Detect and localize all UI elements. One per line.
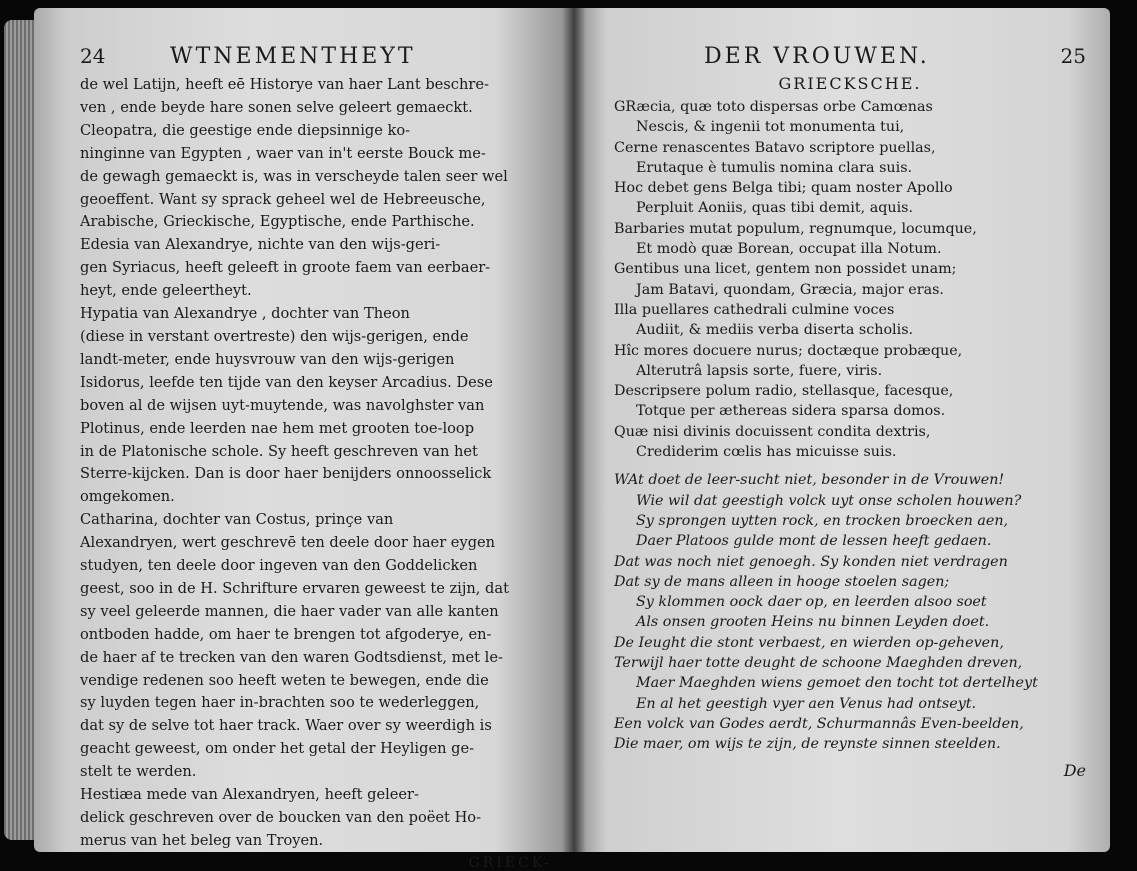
left-catchword: GRIECK- — [468, 854, 552, 871]
text-line: Alexandryen, wert geschrevē ten deele door haer eygen — [80, 534, 496, 552]
text-line: sy veel geleerde mannen, die haer vader van alle kanten — [80, 602, 499, 620]
right-page-number: 25 — [1060, 44, 1086, 68]
text-line: omgekomen. — [80, 488, 175, 506]
verse-line: Et modò quæ Borean, occupat illa Notum. — [636, 241, 942, 258]
verse-line: Crediderim cœlis has micuisse suis. — [636, 444, 897, 461]
right-running-title: DER VROUWEN. — [704, 44, 930, 69]
verse-line: De Ieught die stont verbaest, en wierden op-geheven, — [614, 634, 1004, 651]
text-line: merus van het beleg van Troyen. — [80, 831, 324, 849]
verse-line: Erutaque è tumulis nomina clara suis. — [636, 159, 913, 176]
right-running-head — [614, 44, 1086, 74]
text-line: stelt te werden. — [80, 763, 197, 781]
text-line: (diese in verstant overtreste) den wijs-gerigen, ende — [80, 327, 469, 345]
book-gutter — [562, 8, 586, 852]
text-line: Arabische, Grieckische, Egyptische, ende Parthische. — [80, 213, 475, 231]
verse-line: Hîc mores docuere nurus; doctæque probæque, — [614, 342, 963, 359]
text-line: Sterre-kijcken. Dan is door haer benijders onnoosselick — [80, 465, 492, 483]
verse-line: Totque per æthereas sidera sparsa domos. — [636, 403, 946, 420]
verse-line: Dat sy de mans alleen in hooge stoelen sagen; — [614, 573, 950, 590]
stanza-gap — [614, 462, 1086, 470]
verse-line: Cerne renascentes Batavo scriptore puellas, — [614, 139, 936, 156]
text-line: Catharina, dochter van Costus, prinçe van — [80, 511, 394, 529]
verse-line: Terwijl haer totte deught de schoone Maeghden dreven, — [614, 655, 1023, 672]
text-line: dat sy de selve tot haer track. Waer over sy weerdigh is — [80, 717, 492, 735]
text-line: boven al de wijsen uyt-muytende, was navolghster van — [80, 396, 485, 414]
text-line: Hestiæa mede van Alexandryen, heeft geleer- — [80, 786, 419, 804]
text-line: ven , ende beyde hare sonen selve geleert gemaeckt. — [80, 98, 473, 116]
page-edges — [4, 20, 36, 840]
verse-line: Een volck van Godes aerdt, Schurmannâs Even-beelden, — [614, 715, 1024, 732]
verse-line: Sy sprongen uytten rock, en trocken broecken aen, — [636, 512, 1009, 529]
verse-line: Dat was noch niet genoegh. Sy konden niet verdragen — [614, 553, 1008, 570]
verse-line: Gentibus una licet, gentem non possidet unam; — [614, 261, 957, 278]
verse-line: Maer Maeghden wiens gemoet den tocht tot dertelheyt — [636, 675, 1038, 692]
verse-line: Nescis, & ingenii tot monumenta tui, — [636, 119, 905, 136]
text-line: heyt, ende geleertheyt. — [80, 282, 252, 300]
verse-line: Sy klommen oock daer op, en leerden alsoo soet — [636, 594, 987, 611]
verse-line: Barbaries mutat populum, regnumque, locumque, — [614, 220, 977, 237]
text-line: sy luyden tegen haer in-brachten soo te wederleggen, — [80, 694, 480, 712]
text-line: geoeffent. Want sy sprack geheel wel de Hebreeusche, — [80, 190, 486, 208]
section-title: GRIECKSCHE. — [778, 74, 922, 93]
text-line: ninginne van Egypten , waer van in't eerste Bouck me- — [80, 144, 486, 162]
text-line: landt-meter, ende huysvrouw van den wijs-gerigen — [80, 350, 455, 368]
left-running-title: WTNEMENTHEYT — [170, 44, 416, 69]
text-line: Plotinus, ende leerden nae hem met grooten toe-loop — [80, 419, 475, 437]
verse-line: Illa puellares cathedrali culmine voces — [614, 301, 895, 318]
text-line: Edesia van Alexandrye, nichte van den wijs-geri- — [80, 236, 441, 254]
text-line: studyen, ten deele door ingeven van den Goddelicken — [80, 557, 478, 575]
verse-line: Quæ nisi divinis docuissent condita dextris, — [614, 423, 931, 440]
left-page — [34, 8, 576, 871]
text-line: gen Syriacus, heeft geleeft in groote faem van eerbaer- — [80, 259, 491, 277]
verse-line: Perpluit Aoniis, quas tibi demit, aquis. — [636, 200, 914, 217]
left-page-number: 24 — [80, 44, 106, 68]
dutch-poem — [614, 470, 1086, 754]
text-line: Hypatia van Alexandrye , dochter van Theon — [80, 305, 410, 323]
verse-line: Daer Platoos gulde mont de lessen heeft gedaen. — [636, 533, 992, 550]
text-line: vendige redenen soo heeft weten te bewegen, ende die — [80, 671, 489, 689]
latin-poem — [614, 97, 1086, 462]
right-page — [574, 8, 1110, 852]
verse-line: En al het geestigh vyer aen Venus had ontseyt. — [636, 695, 977, 712]
verse-line: Audiit, & mediis verba diserta scholis. — [636, 322, 914, 339]
text-line: ontboden hadde, om haer te brengen tot afgoderye, en- — [80, 625, 492, 643]
text-line: de gewagh gemaeckt is, was in verscheyde talen seer wel — [80, 167, 508, 185]
text-line: geacht geweest, om onder het getal der Heyligen ge- — [80, 740, 475, 758]
left-running-head — [80, 44, 552, 74]
left-page-text — [80, 74, 552, 853]
text-line: Isidorus, leefde ten tijde van den keyser Arcadius. Dese — [80, 373, 493, 391]
verse-line: WAt doet de leer-sucht niet, besonder in de Vrouwen! — [614, 472, 1005, 489]
verse-line: Alterutrâ lapsis sorte, fuere, viris. — [636, 362, 883, 379]
right-catchword: De — [1063, 760, 1086, 780]
text-line: geest, soo in de H. Schrifture ervaren geweest te zijn, dat — [80, 579, 509, 597]
verse-line: GRæcia, quæ toto dispersas orbe Camœnas — [614, 99, 933, 115]
text-line: in de Platonische schole. Sy heeft geschreven van het — [80, 442, 478, 460]
verse-line: Wie wil dat geestigh volck uyt onse scholen houwen? — [636, 492, 1022, 509]
verse-line: Als onsen grooten Heins nu binnen Leyden doet. — [636, 614, 990, 631]
verse-line: Descripsere polum radio, stellasque, facesque, — [614, 383, 954, 400]
verse-line: Die maer, om wijs te zijn, de reynste sinnen steelden. — [614, 736, 1001, 753]
text-line: delick geschreven over de boucken van den poëet Ho- — [80, 809, 482, 826]
text-line: Cleopatra, die geestige ende diepsinnige ko- — [80, 121, 411, 139]
verse-line: Hoc debet gens Belga tibi; quam noster Apollo — [614, 180, 953, 197]
verse-line: Jam Batavi, quondam, Græcia, major eras. — [636, 281, 944, 298]
text-line: de wel Latijn, heeft eē Historye van haer Lant beschre- — [80, 76, 489, 93]
text-line: de haer af te trecken van den waren Godtsdienst, met le- — [80, 648, 503, 666]
